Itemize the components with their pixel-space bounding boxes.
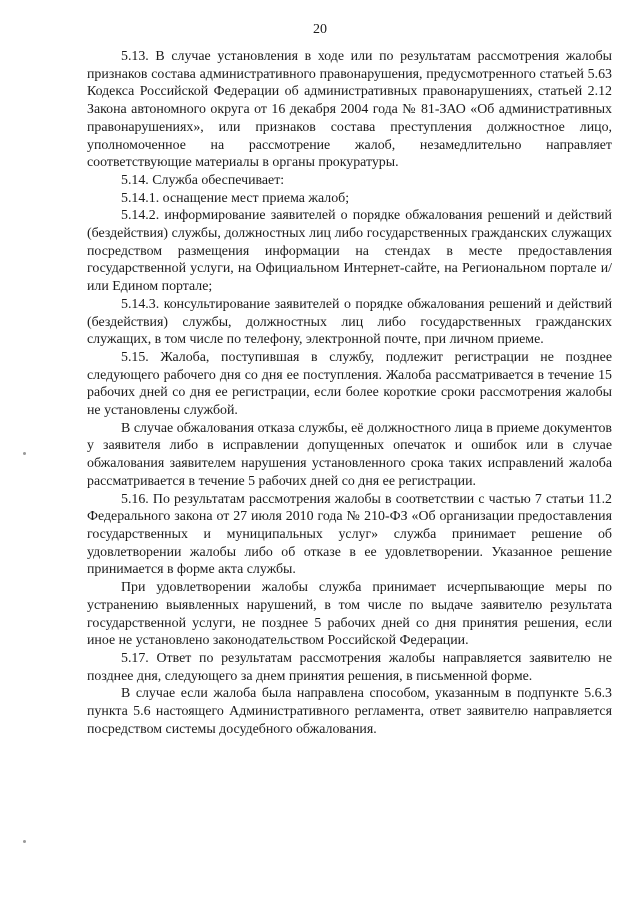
paragraph-5-14: 5.14. Служба обеспечивает: [121,172,285,188]
paragraph-5-14-2: 5.14.2. информирование заявителей о порядке обжалования решений и действий (бездействия) службы, должностных лиц либо государственных гражданских служащих посредством размещения информации на стендах в месте предоставления государственной услуги, на Официальном Интернет-сайте, на Региональном портале и/или Едином портале; [87,208,612,295]
paragraph-5-16: 5.16. По результатам рассмотрения жалобы в соответствии с частью 7 статьи 11.2 Федерального закона от 27 июля 2010 года № 210-ФЗ «Об организации предоставления государственных и муниципальных услуг» служба принимает решение об удовлетворении жалобы либо об отказе в ее удовлетворении. Указанное решение принимается в форме акта службы. [87,491,612,578]
paragraph-pre-trial-system: В случае если жалоба была направлена способом, указанным в подпункте 5.6.3 пункта 5.6 настоящего Административного регламента, ответ заявителю направляется посредством системы досудебного обжалования. [87,686,612,737]
page-number: 20 [313,22,327,37]
paragraph-satisfaction-measures: При удовлетворении жалобы служба принимает исчерпывающие меры по устранению выявленных нарушений, в том числе по выдаче заявителю результата государственной услуги, не позднее 5 рабочих дней со дня принятия решения, если иное не установлено законодательством Российской Федерации. [87,580,612,649]
paragraph-5-13: 5.13. В случае установления в ходе или по результатам рассмотрения жалобы признаков состава административного правонарушения, предусмотренного статьей 5.63 Кодекса Российской Федерации об административных правонарушениях, статьей 2.12 Закона автономного округа от 16 декабря 2004 года № 81-ЗАО «Об административных правонарушениях», или признаков состава преступления должностное лицо, уполномоченное на рассмотрение жалоб, незамедлительно направляет соответствующие материалы в органы прокуратуры. [87,49,612,171]
scan-speck [23,840,26,843]
paragraph-5-17: 5.17. Ответ по результатам рассмотрения жалобы направляется заявителю не позднее дня, следующего за днем принятия решения, в письменной форме. [87,650,612,684]
paragraph-5-14-1: 5.14.1. оснащение мест приема жалоб; [121,190,350,206]
paragraph-5-15: 5.15. Жалоба, поступившая в службу, подлежит регистрации не позднее следующего рабочего дня со дня ее поступления. Жалоба рассматривается в течение 15 рабочих дней со дня ее регистрации, если более короткие сроки рассмотрения жалобы не установлены службой. [87,349,612,419]
document-body [87,48,612,738]
scan-speck [23,452,26,455]
paragraph-refusal-appeal: В случае обжалования отказа службы, её должностного лица в приеме документов у заявителя либо в исправлении допущенных опечаток и ошибок или в случае обжалования заявителем нарушения установленного срока таких исправлений жалоба рассматривается в течение 5 рабочих дней со дня ее регистрации. [87,420,612,489]
paragraph-5-14-3: 5.14.3. консультирование заявителей о порядке обжалования решений и действий (бездействия) службы, должностных лиц либо государственных гражданских служащих, в том числе по телефону, электронной почте, при личном приеме. [87,296,612,348]
